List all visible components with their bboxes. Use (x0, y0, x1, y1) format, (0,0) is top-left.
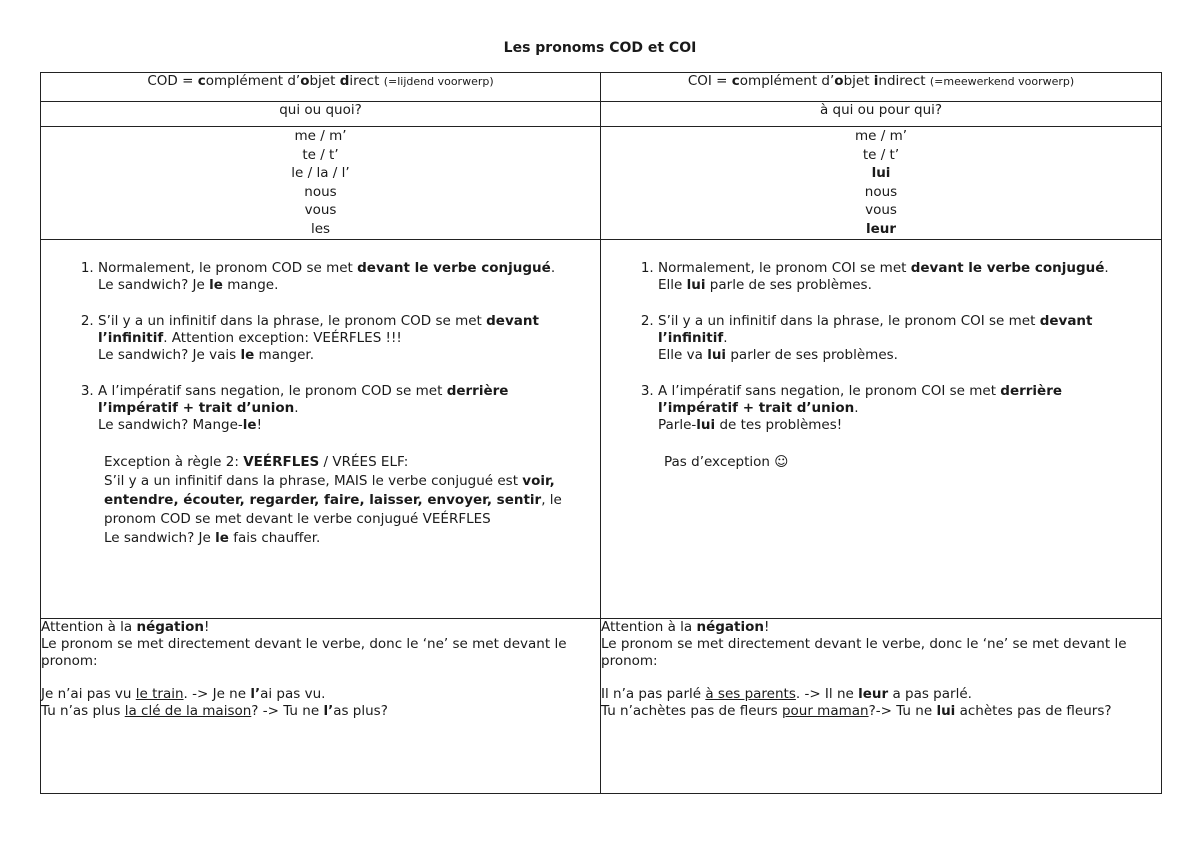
cod-pronoun-list (41, 127, 601, 240)
coi-pronoun: vous (865, 202, 897, 219)
coi-header: COI = complément d’objet indirect (=meewerkend voorwerp) (601, 73, 1162, 102)
pronoun-row (41, 127, 1162, 240)
cod-pronoun: vous (304, 202, 337, 219)
coi-header-note: (=meewerkend voorwerp) (929, 75, 1075, 88)
page-title: Les pronoms COD et COI (503, 40, 697, 56)
coi-pronoun: leur (865, 220, 897, 237)
cod-header: COD = complément d’objet direct (=lijdend voorwerp) (41, 73, 601, 102)
cod-rules (41, 239, 601, 618)
cod-header-note: (=lijdend voorwerp) (383, 75, 494, 88)
cod-negation-example-2: Tu n’as plus la clé de la maison? -> Tu ne l’as plus? (41, 702, 388, 719)
coi-negation-example-2: Tu n’achètes pas de fleurs pour maman?-> Tu ne lui achètes pas de fleurs? (601, 702, 1112, 719)
rules-row (41, 239, 1162, 618)
cod-negation: Attention à la négation! Le pronom se met directement devant le verbe, donc le ‘ne’ se met devant le pronom: Je n’ai pas vu le train. -> Je ne l’ai pas vu. Tu n’as plus la clé de la maison? -> Tu ne l’as plus? (41, 618, 601, 793)
coi-pronoun: lui (871, 165, 891, 182)
coi-pronoun: nous (864, 183, 898, 200)
cod-exception-example: Le sandwich? Je le fais chauffer. (104, 529, 321, 546)
coi-rule-3-example: Parle-lui de tes problèmes! (658, 416, 843, 433)
coi-exception: Pas d’exception ☺ (664, 453, 789, 470)
coi-pronoun: me / m’ (854, 128, 908, 144)
cod-question: qui ou quoi? (41, 102, 601, 127)
header-row (41, 73, 1162, 102)
pronouns-table (40, 72, 1162, 794)
cod-rule-list (41, 260, 600, 434)
coi-pronoun-list (601, 127, 1162, 240)
coi-rule-1: 1. Normalement, le pronom COI se met devant le verbe conjugué. Elle lui parle de ses problèmes. (658, 260, 1141, 294)
coi-rule-2-example: Elle va lui parler de ses problèmes. (658, 346, 898, 363)
cod-pronoun: nous (304, 183, 337, 200)
coi-rule-2: 2. S’il y a un infinitif dans la phrase, le pronom COI se met devant l’infinitif. Elle va lui parler de ses problèmes. (658, 313, 1141, 364)
coi-question: à qui ou pour qui? (601, 102, 1162, 127)
coi-negation: Attention à la négation! Le pronom se met directement devant le verbe, donc le ‘ne’ se met devant le pronom: Il n’a pas parlé à ses parents. -> Il ne leur a pas parlé. Tu n’achètes pas de fleurs pour maman?-> Tu ne lui achètes pas de fleurs? (601, 618, 1162, 793)
cod-pronoun: te / t’ (302, 146, 339, 163)
cod-rule-2: 2. S’il y a un infinitif dans la phrase, le pronom COD se met devant l’infinitif. Attention exception: VEÉRFLES !!! Le sandwich? Je vais le manger. (98, 313, 580, 364)
coi-rule-1-example: Elle lui parle de ses problèmes. (658, 276, 872, 293)
exception-verbs: voir, entendre, écouter, regarder, faire, laisser, envoyer, sentir (104, 472, 555, 508)
coi-pronoun: te / t’ (862, 146, 900, 163)
negation-row (41, 618, 1162, 793)
cod-pronoun: les (310, 220, 331, 237)
coi-rules (601, 239, 1162, 618)
cod-pronoun: le / la / l’ (291, 165, 350, 182)
question-row (41, 102, 1162, 127)
coi-rule-3: 3. A l’impératif sans negation, le pronom COI se met derrière l’impératif + trait d’union. Parle-lui de tes problèmes! (658, 383, 1141, 434)
cod-pronoun: me / m’ (294, 128, 347, 144)
coi-negation-example-1: Il n’a pas parlé à ses parents. -> Il ne leur a pas parlé. (601, 685, 972, 702)
cod-rule-1-example: Le sandwich? Je le mange. (98, 276, 279, 293)
cod-rule-3-example: Le sandwich? Mange-le! (98, 416, 262, 433)
cod-rule-3: 3. A l’impératif sans negation, le pronom COD se met derrière l’impératif + trait d’union. Le sandwich? Mange-le! (98, 383, 580, 434)
cod-exception: Exception à règle 2: VEÉRFLES / VRÉES ELF: S’il y a un infinitif dans la phrase, MAIS le verbe conjugué est voir, entendre, écouter, regarder, faire, laisser, envoyer, sentir, le pronom COD se met devant le verbe conjugué VEÉRFLES Le sandwich? Je le fais chauffer. (104, 453, 580, 548)
cod-negation-example-1: Je n’ai pas vu le train. -> Je ne l’ai pas vu. (41, 685, 326, 702)
cod-rule-2-example: Le sandwich? Je vais le manger. (98, 346, 315, 363)
cod-rule-1: 1. Normalement, le pronom COD se met devant le verbe conjugué. Le sandwich? Je le mange. (98, 260, 580, 294)
coi-rule-list (601, 260, 1161, 434)
